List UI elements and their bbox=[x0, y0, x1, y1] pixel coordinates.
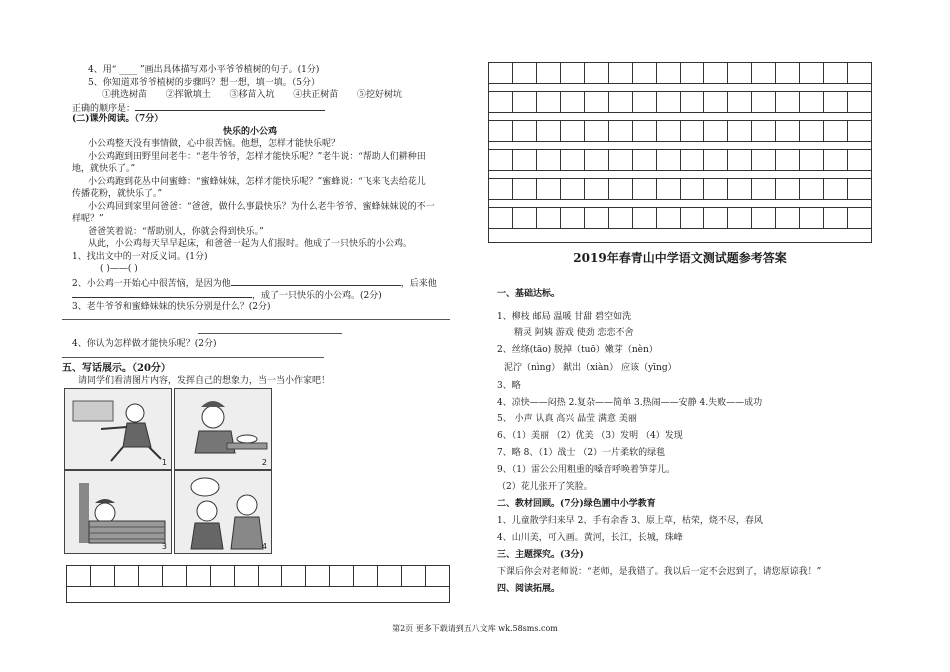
story-paragraph: 爸爸笑着说：“帮助别人，你就会得到快乐。” bbox=[88, 227, 264, 237]
answer-section-3-title: 三、主题探究。(3分) bbox=[497, 550, 584, 560]
step-item: ②挥锨填土 bbox=[165, 90, 211, 100]
answer-key-title: 2019年春青山中学语文测试题参考答案 bbox=[573, 251, 787, 265]
answer-line-text: 6、（1）美丽 （2）优美 （3）发明 （4）发现 bbox=[497, 431, 683, 441]
comic-panel-3 bbox=[64, 470, 172, 554]
reading-question-3: 3、老牛爷爷和蜜蜂妹妹的快乐分别是什么？(2分) bbox=[72, 302, 271, 312]
answer-line-text: 精灵 阿姨 游戏 使劲 恋恋不舍 bbox=[514, 328, 634, 338]
answer-line-text: 5、 小声 认真 高兴 晶莹 满意 美丽 bbox=[497, 414, 637, 424]
story-paragraph: 小公鸡跑到田野里问老牛：“老牛爷爷，怎样才能快乐呢？”老牛说：“帮助人们耕种田 bbox=[88, 152, 426, 162]
answer-line-text: 4、山川美，可入画。黄河，长江，长城，珠峰 bbox=[497, 533, 683, 543]
answer-line-text: 1、柳枝 邮局 温暖 甘甜 碧空如洗 bbox=[497, 312, 632, 322]
step-item: ①挑选树苗 bbox=[102, 90, 148, 100]
comic-panel-1 bbox=[64, 388, 172, 470]
answer-line-text: 下课后你会对老师说：“老师，是我错了。我以后一定不会迟到了，请您原谅我！” bbox=[497, 567, 822, 577]
question-5: 5、你知道邓爷爷植树的步骤吗？想一想，填一填。（5分） bbox=[88, 78, 320, 88]
answer-line-text: 2、丝绦(tāo) 脱掉（tuō）嫩芽（nèn） bbox=[497, 345, 658, 355]
answer-line-text: （2）花儿张开了笑脸。 bbox=[497, 482, 593, 492]
step-item: ④扶正树苗 bbox=[293, 90, 339, 100]
answer-section-2-title: 二、教材回顾。(7分)绿色圃中小学教育 bbox=[497, 499, 656, 509]
order-answer-line[interactable] bbox=[135, 101, 325, 111]
order-label: 正确的顺序是： bbox=[72, 101, 325, 115]
step-item: ⑤挖好树坑 bbox=[356, 90, 402, 100]
section-5-title: 五、写话展示。（20分） bbox=[62, 363, 171, 374]
boy-in-bed-illustration bbox=[65, 471, 171, 553]
reading-question-2: 2、小公鸡一开始心中很苦恼，是因为他 ，后来他 bbox=[72, 276, 437, 290]
answer-line-text: 泥泞（nìng） 献出（xiàn） 应该（yīng） bbox=[504, 363, 677, 373]
panel-number: 1 bbox=[161, 458, 167, 467]
step-list bbox=[102, 89, 402, 101]
panel-number: 4 bbox=[261, 542, 267, 551]
answer-line-text: 7、略 8、（1）战士 （2）一片柔软的绿毯 bbox=[497, 448, 666, 458]
answer-line-text: 1、儿童散学归来早 2、手有余香 3、原上草，枯荣，烧不尽，春风 bbox=[497, 516, 763, 526]
step-item: ③移苗入坑 bbox=[229, 90, 275, 100]
reading-question-4: 4、你认为怎样做才能快乐呢？(2分) bbox=[72, 339, 217, 349]
writing-grid-left[interactable] bbox=[66, 565, 450, 603]
page-footer: 第2页 更多下载请到五八文库 wk.58sms.com bbox=[392, 624, 558, 633]
comic-panel-2 bbox=[174, 388, 272, 470]
reading-header: (二)课外阅读。（7分） bbox=[72, 114, 164, 124]
story-paragraph: 小公鸡回到家里问爸爸：“爸爸，做什么事最快乐？为什么老牛爷爷、蜜蜂妹妹说的不一 bbox=[88, 202, 435, 212]
story-paragraph: 传播花粉，就快乐了。” bbox=[72, 189, 163, 199]
answer-line-text: 4、凉快——闷热 2.复杂——简单 3.热闹——安静 4.失败——成功 bbox=[497, 398, 763, 408]
antonym-blank[interactable]: ( )——( ) bbox=[100, 264, 138, 274]
answer-line[interactable] bbox=[62, 357, 324, 358]
story-paragraph: 地，就快乐了。” bbox=[72, 164, 136, 174]
story-paragraph: 样呢？” bbox=[72, 214, 104, 224]
answer-line[interactable] bbox=[72, 288, 252, 298]
reading-question-1: 1、找出文中的一对反义词。(1分) bbox=[72, 252, 208, 262]
comic-panel-4 bbox=[174, 470, 272, 554]
reading-question-2-cont: ，成了一只快乐的小公鸡。(2分) bbox=[72, 288, 382, 302]
story-paragraph: 小公鸡跑到花丛中问蜜蜂：“蜜蜂妹妹，怎样才能快乐呢？”蜜蜂说：“飞来飞去给花儿 bbox=[88, 177, 426, 187]
answer-section-1-title: 一、基础达标。 bbox=[497, 289, 561, 299]
answer-line[interactable] bbox=[62, 319, 450, 320]
boy-thinking-illustration bbox=[175, 471, 271, 553]
boy-eating-illustration bbox=[175, 389, 271, 469]
answer-line-text: 3、略 bbox=[497, 381, 521, 391]
question-4: 4、用“ ____ ”画出具体描写邓小平爷爷植树的句子。(1分) bbox=[88, 65, 320, 75]
writing-grid-right[interactable] bbox=[488, 62, 872, 243]
panel-number: 3 bbox=[161, 542, 167, 551]
answer-line[interactable] bbox=[198, 333, 342, 334]
answer-line-text: 9、（1）雷公公用粗重的嗓音呼唤着笋芽儿。 bbox=[497, 465, 675, 475]
story-title: 快乐的小公鸡 bbox=[222, 127, 277, 137]
answer-section-4-title: 四、阅读拓展。 bbox=[497, 584, 561, 594]
answer-line[interactable] bbox=[231, 276, 401, 286]
boy-running-illustration bbox=[65, 389, 171, 469]
story-paragraph: 小公鸡整天没有事情做，心中很苦恼。他想，怎样才能快乐呢？ bbox=[88, 139, 341, 149]
section-5-instructions: 请同学们看清图片内容，发挥自己的想象力，当一当小作家吧！ bbox=[78, 376, 331, 386]
panel-number: 2 bbox=[261, 458, 267, 467]
story-paragraph: 从此，小公鸡每天早早起床，和爸爸一起为人们报时。他成了一只快乐的小公鸡。 bbox=[88, 239, 413, 249]
